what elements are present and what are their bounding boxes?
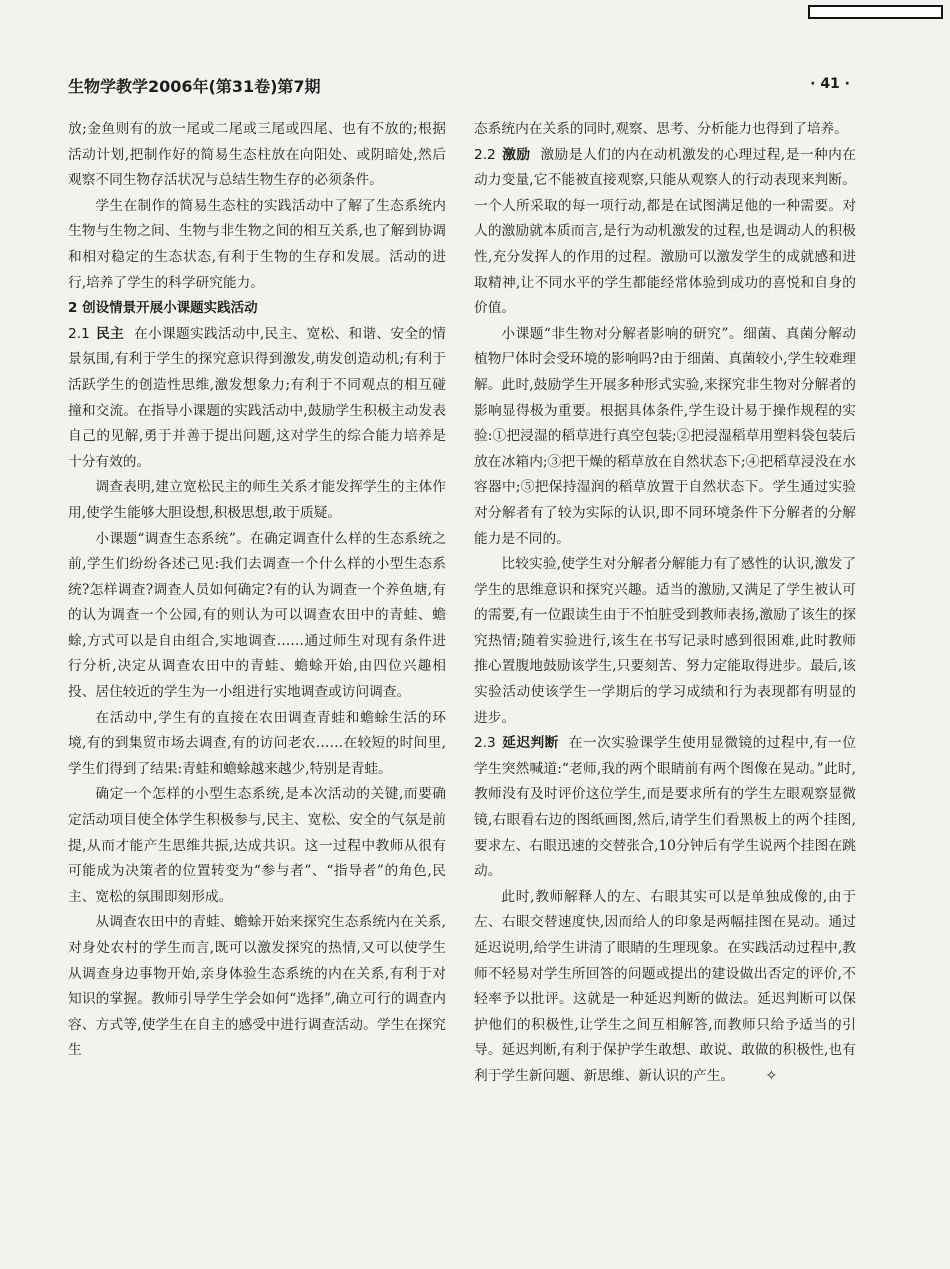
page-header: [68, 74, 850, 98]
paragraph: 学生在制作的简易生态柱的实践活动中了解了生态系统内生物与生物之间、生物与非生物之间的相互关系,也了解到协调和相对稳定的生态状态,有利于生物的生存和发展。活动的进行,培养了学生的科学研究能力。: [68, 197, 446, 291]
subsection-keyword: 延迟判断: [501, 735, 559, 752]
paragraph: 从调查农田中的青蛙、蟾蜍开始来探究生态系统内在关系,对身处农村的学生而言,既可以激发探究的热情,又可以使学生从调查身边事物开始,亲身体验生态系统的内在关系,有利于对知识的掌握。教师引导学生学会如何“选择”,确立可行的调查内容、方式等,使学生在自主的感受中进行调查活动。学生在探究生: [68, 914, 446, 1059]
paragraph: 在活动中,学生有的直接在农田调查青蛙和蟾蜍生活的环境,有的到集贸市场去调查,有的访问老农……在较短的时间里,学生们得到了结果:青蛙和蟾蜍越来越少,特别是青蛙。: [68, 709, 446, 777]
end-mark-icon: ✧: [765, 1067, 778, 1084]
corner-box: [808, 5, 943, 19]
subsection-text: 在一次实验课学生使用显微镜的过程中,有一位学生突然喊道:“老师,我的两个眼睛前有两个图像在晃动。”此时,教师没有及时评价这位学生,而是要求所有的学生左眼观察显微镜,右眼看右边的图纸画图,然后,请学生们看黑板上的两个挂图,要求左、右眼迅速的交替张合,10分钟后有学生说两个挂图在跳动。: [474, 735, 856, 880]
left-column: [68, 117, 446, 1064]
subsection-paragraph: [68, 322, 446, 476]
subsection-keyword: 民主: [95, 325, 125, 342]
journal-title: 生物学教学2006年(第31卷)第7期: [68, 77, 321, 96]
subsection-number: 2.3: [474, 735, 496, 752]
subsection-text: 在小课题实践活动中,民主、宽松、和谐、安全的情景氛围,有利于学生的探究意识得到激发,萌发创造动机;有利于活跃学生的创造性思维,激发想象力;有利于不同观点的相互碰撞和交流。在指导小课题的实践活动中,鼓励学生积极主动发表自己的见解,勇于并善于提出问题,这对学生的综合能力培养是十分有效的。: [68, 325, 446, 470]
paragraph: 确定一个怎样的小型生态系统,是本次活动的关键,而要确定活动项目使全体学生积极参与,民主、宽松、安全的气氛是前提,从而才能产生思维共振,达成共识。这一过程中教师从很有可能成为决策者的位置转变为“参与者”、“指导者”的角色,民主、宽松的氛围即刻形成。: [68, 786, 446, 905]
paragraph: 调查表明,建立宽松民主的师生关系才能发挥学生的主体作用,使学生能够大胆设想,积极思想,敢于质疑。: [68, 479, 446, 521]
paragraph-text: 此时,教师解释人的左、右眼其实可以是单独成像的,由于左、右眼交替速度快,因而给人的印象是两幅挂图在晃动。通过延迟说明,给学生讲清了眼睛的生理现象。在实践活动过程中,教师不轻易对学生所回答的问题或提出的建设做出否定的评价,不轻率予以批评。这就是一种延迟判断的做法。延迟判断可以保护他们的积极性,让学生之间互相解答,而教师只给予适当的引导。延迟判断,有利于保护学生敢想、敢说、敢做的积极性,也有利于学生新问题、新思维、新认识的产生。: [474, 888, 856, 1084]
right-column: [474, 117, 856, 1090]
paragraph: 比较实验,使学生对分解者分解能力有了感性的认识,激发了学生的思维意识和探究兴趣。适当的激励,又满足了学生被认可的需要,有一位跟读生由于不怕脏受到教师表扬,激励了该生的探究热情;随着实验进行,该生在书写记录时感到很困难,此时教师推心置腹地鼓励该学生,只要刻苦、努力定能取得进步。最后,该实验活动使该学生一学期后的学习成绩和行为表现都有明显的进步。: [474, 556, 856, 726]
paragraph: 放;金鱼则有的放一尾或二尾或三尾或四尾、也有不放的;根据活动计划,把制作好的简易生态柱放在向阳处、或阴暗处,然后观察不同生物存活状况与总结生物生存的必须条件。: [68, 121, 446, 189]
page-number: · 41 ·: [810, 76, 850, 92]
subsection-paragraph: [474, 731, 856, 885]
subsection-text: 激励是人们的内在动机激发的心理过程,是一种内在动力变量,它不能被直接观察,只能从观察人的行动表现来判断。一个人所采取的每一项行动,都是在试图满足他的一种需要。对人的激励就本质而言,是行为动机激发的过程,也是调动人的积极性,充分发挥人的作用的过程。激励可以激发学生的成就感和进取精神,让不同水平的学生都能经常体验到成功的喜悦和自身的价值。: [474, 146, 856, 317]
section-heading: 2 创设情景开展小课题实践活动: [68, 300, 258, 317]
paragraph: 小课题“调查生态系统”。在确定调查什么样的生态系统之前,学生们纷纷各述己见:我们去调查一个什么样的小型生态系统?怎样调查?调查人员如何确定?有的认为调查一个养鱼塘,有的认为调查一个公园,有的则认为可以调查农田中的青蛙、蟾蜍,方式可以是自由组合,实地调查……通过师生对现有条件进行分析,决定从调查农田中的青蛙、蟾蜍开始,由四位兴趣相投、居住较近的学生为一小组进行实地调查或访问调查。: [68, 530, 446, 701]
paragraph: 小课题“非生物对分解者影响的研究”。细菌、真菌分解动植物尸体时会受环境的影响吗?由于细菌、真菌较小,学生较难理解。此时,鼓励学生开展多种形式实验,来探究非生物对分解者的影响显得极为重要。根据具体条件,学生设计易于操作规程的实验:①把浸湿的稻草进行真空包装;②把浸湿稻草用塑料袋包装后放在冰箱内;③把干燥的稻草放在自然状态下;④把稻草浸没在水容器中;⑤把保持湿润的稻草放置于自然状态下。学生通过实验对分解者有了较为实际的认识,即不同环境条件下分解者的分解能力是不同的。: [474, 325, 856, 547]
subsection-keyword: 激励: [501, 146, 531, 163]
subsection-number: 2.2: [474, 146, 496, 163]
subsection-number: 2.1: [68, 325, 90, 342]
paragraph: [474, 885, 856, 1090]
paragraph: 态系统内在关系的同时,观察、思考、分析能力也得到了培养。: [474, 121, 848, 137]
subsection-paragraph: [474, 143, 856, 322]
